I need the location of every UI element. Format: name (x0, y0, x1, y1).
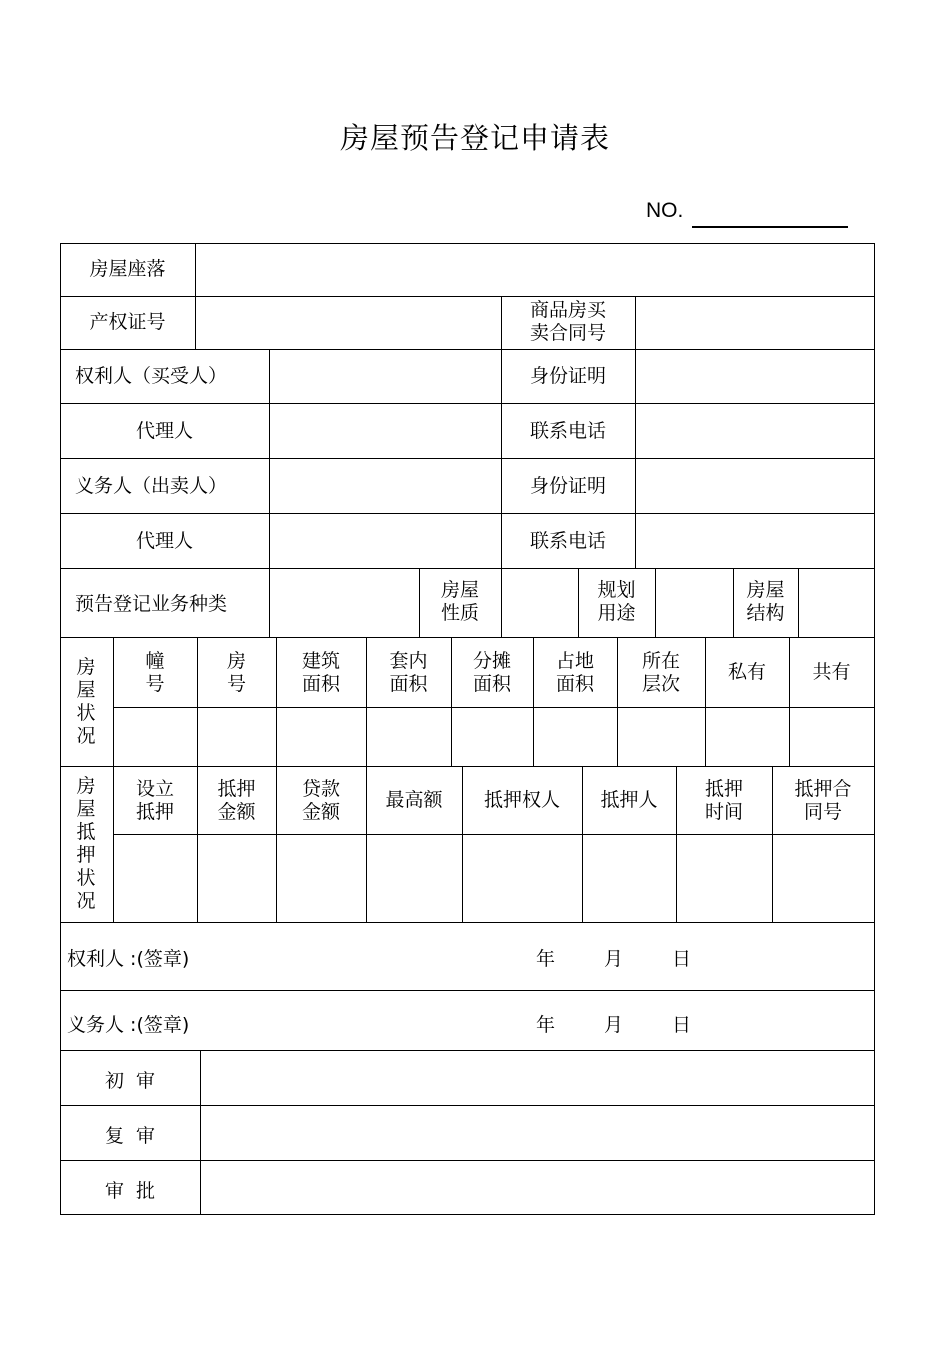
holder-id-field[interactable] (636, 350, 874, 403)
obligor-agent-label: 代理人 (135, 530, 193, 552)
obligor-id-label: 身份证明 (529, 475, 606, 497)
status-cell[interactable] (367, 708, 451, 766)
obligor-agent-field[interactable] (270, 514, 501, 568)
status-header: 占地 面积 (555, 650, 594, 695)
status-cell[interactable] (452, 708, 533, 766)
status-cell[interactable] (198, 708, 276, 766)
mortgage-header: 抵押权人 (483, 789, 560, 811)
mortgage-cell[interactable] (367, 835, 462, 922)
house-nature-field[interactable] (502, 569, 578, 637)
location-field[interactable] (196, 244, 874, 296)
mortgage-cell[interactable] (677, 835, 772, 922)
holder-agent-field[interactable] (270, 404, 501, 458)
holder-phone-label: 联系电话 (529, 420, 606, 442)
contract-no-field[interactable] (636, 297, 874, 349)
holder-id-label: 身份证明 (529, 365, 606, 387)
mortgage-header: 贷款 金额 (301, 778, 340, 823)
status-cell[interactable] (706, 708, 789, 766)
status-header: 房 号 (226, 650, 246, 695)
holder-signature-field[interactable] (220, 935, 520, 980)
second-review-label: 复 审 (104, 1125, 156, 1147)
status-section-label: 房屋状况 (76, 656, 96, 747)
mortgage-header: 抵押 时间 (704, 778, 743, 823)
status-cell[interactable] (114, 708, 197, 766)
planned-use-field[interactable] (656, 569, 733, 637)
holder-field[interactable] (270, 350, 501, 403)
cert-no-field[interactable] (196, 297, 501, 349)
status-cell[interactable] (618, 708, 705, 766)
cert-no-label: 产权证号 (89, 311, 166, 333)
house-nature-label: 房屋 性质 (440, 579, 479, 624)
mortgage-cell[interactable] (277, 835, 366, 922)
status-header: 共有 (812, 661, 851, 683)
obligor-phone-label: 联系电话 (529, 530, 606, 552)
mortgage-header: 抵押人 (600, 789, 658, 811)
obligor-label: 义务人（出卖人） (75, 475, 228, 497)
obligor-phone-field[interactable] (636, 514, 874, 568)
mortgage-cell[interactable] (773, 835, 874, 922)
mortgage-header: 抵押 金额 (217, 778, 256, 823)
mortgage-cell[interactable] (583, 835, 676, 922)
mortgage-header: 抵押合 同号 (794, 778, 852, 823)
status-cell[interactable] (534, 708, 617, 766)
obligor-sign-year: 年 (536, 1014, 556, 1036)
business-type-label: 预告登记业务种类 (75, 593, 228, 615)
location-label: 房屋座落 (89, 258, 166, 280)
form-number-label: NO. (646, 199, 684, 222)
holder-sign-year: 年 (536, 948, 556, 970)
obligor-sign-month: 月 (604, 1014, 624, 1036)
status-cell[interactable] (790, 708, 874, 766)
mortgage-cell[interactable] (114, 835, 197, 922)
holder-label: 权利人（买受人） (75, 365, 228, 387)
house-structure-label: 房屋 结构 (746, 579, 785, 624)
contract-no-label: 商品房买 卖合同号 (529, 299, 606, 344)
first-review-field[interactable] (201, 1051, 874, 1105)
second-review-field[interactable] (201, 1106, 874, 1160)
page-title: 房屋预告登记申请表 (339, 121, 610, 155)
obligor-signature-label: 义务人 :(签章) (67, 1014, 190, 1036)
status-header: 幢 号 (145, 650, 165, 695)
obligor-field[interactable] (270, 459, 501, 513)
mortgage-cell[interactable] (463, 835, 582, 922)
holder-agent-label: 代理人 (135, 420, 193, 442)
status-header: 分摊 面积 (472, 650, 511, 695)
holder-sign-month: 月 (604, 948, 624, 970)
business-type-field[interactable] (270, 569, 419, 637)
obligor-signature-field[interactable] (220, 1000, 520, 1045)
status-header: 所在 层次 (641, 650, 680, 695)
mortgage-header: 设立 抵押 (135, 778, 174, 823)
status-header: 套内 面积 (389, 650, 428, 695)
approval-field[interactable] (201, 1161, 874, 1214)
holder-phone-field[interactable] (636, 404, 874, 458)
mortgage-header: 最高额 (385, 789, 443, 811)
status-header: 私有 (727, 661, 766, 683)
approval-label: 审 批 (104, 1180, 156, 1202)
status-cell[interactable] (277, 708, 366, 766)
status-header: 建筑 面积 (301, 650, 340, 695)
obligor-id-field[interactable] (636, 459, 874, 513)
house-structure-field[interactable] (799, 569, 874, 637)
holder-sign-day: 日 (672, 948, 692, 970)
form-number-field[interactable] (692, 226, 848, 228)
first-review-label: 初 审 (104, 1070, 156, 1092)
planned-use-label: 规划 用途 (597, 579, 636, 624)
holder-signature-label: 权利人 :(签章) (67, 948, 190, 970)
mortgage-section-label: 房屋抵押状况 (76, 775, 96, 912)
obligor-sign-day: 日 (672, 1014, 692, 1036)
mortgage-cell[interactable] (198, 835, 276, 922)
